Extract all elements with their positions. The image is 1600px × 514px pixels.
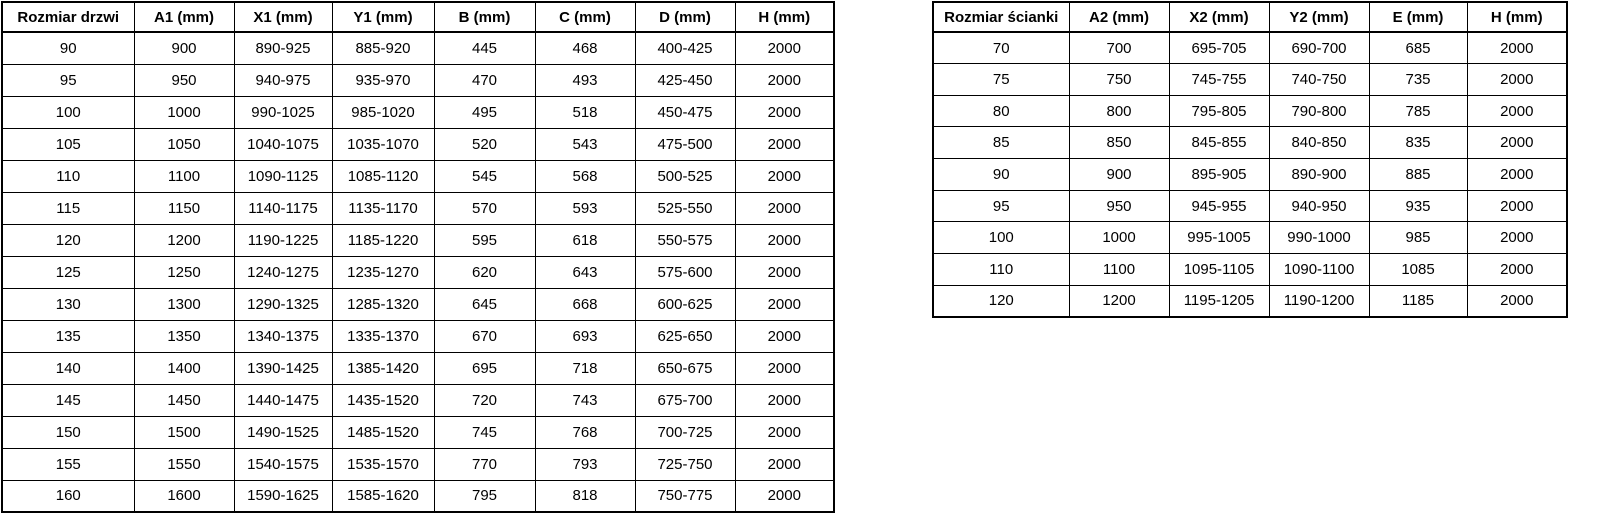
cell: 700-725 [635, 416, 735, 448]
table-row [2, 96, 834, 128]
table-row [933, 222, 1567, 254]
cell: 2000 [735, 416, 834, 448]
cell: 840-850 [1269, 127, 1369, 159]
cell: 735 [1369, 64, 1467, 96]
cell: 693 [535, 320, 635, 352]
cell: 643 [535, 256, 635, 288]
column-header: B (mm) [434, 2, 535, 32]
cell: 518 [535, 96, 635, 128]
cell: 945-955 [1169, 190, 1269, 222]
cell: 1100 [1069, 254, 1169, 286]
cell: 750 [1069, 64, 1169, 96]
cell: 1200 [1069, 285, 1169, 317]
cell: 2000 [1467, 159, 1567, 191]
cell: 1100 [134, 160, 234, 192]
cell: 100 [933, 222, 1069, 254]
column-header: X2 (mm) [1169, 2, 1269, 32]
cell: 1540-1575 [234, 448, 332, 480]
cell: 845-855 [1169, 127, 1269, 159]
cell: 1535-1570 [332, 448, 434, 480]
cell: 790-800 [1269, 95, 1369, 127]
cell: 575-600 [635, 256, 735, 288]
cell: 543 [535, 128, 635, 160]
cell: 718 [535, 352, 635, 384]
cell: 670 [434, 320, 535, 352]
cell: 900 [1069, 159, 1169, 191]
cell: 425-450 [635, 64, 735, 96]
cell: 1190-1225 [234, 224, 332, 256]
cell: 2000 [735, 32, 834, 64]
cell: 1385-1420 [332, 352, 434, 384]
cell: 120 [2, 224, 134, 256]
column-header: H (mm) [735, 2, 834, 32]
table-row [2, 256, 834, 288]
cell: 475-500 [635, 128, 735, 160]
cell: 900 [134, 32, 234, 64]
cell: 1335-1370 [332, 320, 434, 352]
cell: 675-700 [635, 384, 735, 416]
cell: 1600 [134, 480, 234, 512]
cell: 2000 [735, 352, 834, 384]
door-size-table [1, 1, 835, 513]
cell: 2000 [1467, 190, 1567, 222]
cell: 2000 [735, 160, 834, 192]
cell: 990-1025 [234, 96, 332, 128]
column-header: X1 (mm) [234, 2, 332, 32]
table-row [2, 192, 834, 224]
cell: 1040-1075 [234, 128, 332, 160]
cell: 740-750 [1269, 64, 1369, 96]
cell: 668 [535, 288, 635, 320]
cell: 2000 [735, 224, 834, 256]
cell: 1240-1275 [234, 256, 332, 288]
table-row [2, 320, 834, 352]
cell: 995-1005 [1169, 222, 1269, 254]
table-row [933, 127, 1567, 159]
cell: 1140-1175 [234, 192, 332, 224]
cell: 950 [1069, 190, 1169, 222]
cell: 990-1000 [1269, 222, 1369, 254]
cell: 720 [434, 384, 535, 416]
cell: 2000 [735, 96, 834, 128]
cell: 570 [434, 192, 535, 224]
cell: 890-900 [1269, 159, 1369, 191]
cell: 785 [1369, 95, 1467, 127]
cell: 110 [933, 254, 1069, 286]
header-row [2, 2, 834, 32]
column-header: C (mm) [535, 2, 635, 32]
table-row [2, 480, 834, 512]
cell: 145 [2, 384, 134, 416]
cell: 1150 [134, 192, 234, 224]
cell: 985-1020 [332, 96, 434, 128]
table-row [933, 32, 1567, 64]
cell: 135 [2, 320, 134, 352]
cell: 115 [2, 192, 134, 224]
cell: 1000 [134, 96, 234, 128]
cell: 750-775 [635, 480, 735, 512]
cell: 470 [434, 64, 535, 96]
cell: 110 [2, 160, 134, 192]
cell: 940-950 [1269, 190, 1369, 222]
cell: 105 [2, 128, 134, 160]
table-row [2, 224, 834, 256]
table-row [2, 288, 834, 320]
cell: 1590-1625 [234, 480, 332, 512]
table-row [933, 64, 1567, 96]
column-header: Y2 (mm) [1269, 2, 1369, 32]
cell: 1085-1120 [332, 160, 434, 192]
cell: 1485-1520 [332, 416, 434, 448]
cell: 850 [1069, 127, 1169, 159]
cell: 625-650 [635, 320, 735, 352]
table-row [933, 285, 1567, 317]
table-row [2, 416, 834, 448]
cell: 835 [1369, 127, 1467, 159]
cell: 2000 [1467, 64, 1567, 96]
table-row [933, 95, 1567, 127]
cell: 743 [535, 384, 635, 416]
column-header: E (mm) [1369, 2, 1467, 32]
cell: 1135-1170 [332, 192, 434, 224]
cell: 2000 [735, 384, 834, 416]
cell: 985 [1369, 222, 1467, 254]
cell: 2000 [1467, 127, 1567, 159]
cell: 160 [2, 480, 134, 512]
cell: 1000 [1069, 222, 1169, 254]
cell: 1400 [134, 352, 234, 384]
cell: 500-525 [635, 160, 735, 192]
cell: 1350 [134, 320, 234, 352]
cell: 1550 [134, 448, 234, 480]
cell: 700 [1069, 32, 1169, 64]
cell: 450-475 [635, 96, 735, 128]
cell: 1285-1320 [332, 288, 434, 320]
cell: 2000 [1467, 32, 1567, 64]
cell: 690-700 [1269, 32, 1369, 64]
cell: 620 [434, 256, 535, 288]
cell: 2000 [735, 256, 834, 288]
table-row [2, 32, 834, 64]
cell: 100 [2, 96, 134, 128]
cell: 935-970 [332, 64, 434, 96]
cell: 1090-1125 [234, 160, 332, 192]
cell: 1290-1325 [234, 288, 332, 320]
cell: 935 [1369, 190, 1467, 222]
column-header: Y1 (mm) [332, 2, 434, 32]
cell: 645 [434, 288, 535, 320]
cell: 1440-1475 [234, 384, 332, 416]
cell: 1340-1375 [234, 320, 332, 352]
column-header: Rozmiar ścianki [933, 2, 1069, 32]
cell: 885 [1369, 159, 1467, 191]
column-header: A2 (mm) [1069, 2, 1169, 32]
cell: 770 [434, 448, 535, 480]
cell: 650-675 [635, 352, 735, 384]
cell: 818 [535, 480, 635, 512]
cell: 520 [434, 128, 535, 160]
cell: 445 [434, 32, 535, 64]
cell: 1195-1205 [1169, 285, 1269, 317]
cell: 800 [1069, 95, 1169, 127]
cell: 618 [535, 224, 635, 256]
cell: 1050 [134, 128, 234, 160]
cell: 525-550 [635, 192, 735, 224]
cell: 120 [933, 285, 1069, 317]
cell: 1450 [134, 384, 234, 416]
column-header: Rozmiar drzwi [2, 2, 134, 32]
column-header: D (mm) [635, 2, 735, 32]
cell: 940-975 [234, 64, 332, 96]
cell: 2000 [735, 192, 834, 224]
cell: 1185-1220 [332, 224, 434, 256]
cell: 1185 [1369, 285, 1467, 317]
cell: 1490-1525 [234, 416, 332, 448]
cell: 2000 [1467, 254, 1567, 286]
cell: 90 [933, 159, 1069, 191]
cell: 1585-1620 [332, 480, 434, 512]
cell: 468 [535, 32, 635, 64]
cell: 793 [535, 448, 635, 480]
cell: 545 [434, 160, 535, 192]
table-row [2, 352, 834, 384]
cell: 2000 [735, 448, 834, 480]
cell: 2000 [735, 128, 834, 160]
cell: 155 [2, 448, 134, 480]
table-row [2, 64, 834, 96]
cell: 80 [933, 95, 1069, 127]
cell: 2000 [735, 288, 834, 320]
table-row [933, 190, 1567, 222]
table-row [2, 160, 834, 192]
cell: 1390-1425 [234, 352, 332, 384]
cell: 568 [535, 160, 635, 192]
cell: 745-755 [1169, 64, 1269, 96]
cell: 768 [535, 416, 635, 448]
cell: 795-805 [1169, 95, 1269, 127]
cell: 75 [933, 64, 1069, 96]
cell: 495 [434, 96, 535, 128]
cell: 795 [434, 480, 535, 512]
cell: 2000 [1467, 222, 1567, 254]
cell: 2000 [735, 64, 834, 96]
cell: 150 [2, 416, 134, 448]
cell: 1190-1200 [1269, 285, 1369, 317]
cell: 90 [2, 32, 134, 64]
cell: 70 [933, 32, 1069, 64]
cell: 745 [434, 416, 535, 448]
cell: 950 [134, 64, 234, 96]
table-row [933, 159, 1567, 191]
cell: 550-575 [635, 224, 735, 256]
cell: 140 [2, 352, 134, 384]
cell: 695-705 [1169, 32, 1269, 64]
cell: 1200 [134, 224, 234, 256]
cell: 1250 [134, 256, 234, 288]
cell: 95 [933, 190, 1069, 222]
cell: 593 [535, 192, 635, 224]
cell: 125 [2, 256, 134, 288]
table-row [933, 254, 1567, 286]
cell: 2000 [1467, 285, 1567, 317]
cell: 1500 [134, 416, 234, 448]
cell: 595 [434, 224, 535, 256]
cell: 1095-1105 [1169, 254, 1269, 286]
cell: 725-750 [635, 448, 735, 480]
cell: 695 [434, 352, 535, 384]
cell: 600-625 [635, 288, 735, 320]
table-row [2, 384, 834, 416]
cell: 1435-1520 [332, 384, 434, 416]
cell: 2000 [735, 480, 834, 512]
cell: 95 [2, 64, 134, 96]
cell: 1300 [134, 288, 234, 320]
header-row [933, 2, 1567, 32]
table-row [2, 448, 834, 480]
cell: 685 [1369, 32, 1467, 64]
cell: 493 [535, 64, 635, 96]
cell: 400-425 [635, 32, 735, 64]
cell: 885-920 [332, 32, 434, 64]
cell: 1035-1070 [332, 128, 434, 160]
cell: 1085 [1369, 254, 1467, 286]
column-header: A1 (mm) [134, 2, 234, 32]
cell: 1090-1100 [1269, 254, 1369, 286]
cell: 895-905 [1169, 159, 1269, 191]
cell: 2000 [735, 320, 834, 352]
cell: 2000 [1467, 95, 1567, 127]
cell: 130 [2, 288, 134, 320]
wall-size-table [932, 1, 1568, 318]
cell: 890-925 [234, 32, 332, 64]
table-row [2, 128, 834, 160]
cell: 1235-1270 [332, 256, 434, 288]
cell: 85 [933, 127, 1069, 159]
column-header: H (mm) [1467, 2, 1567, 32]
